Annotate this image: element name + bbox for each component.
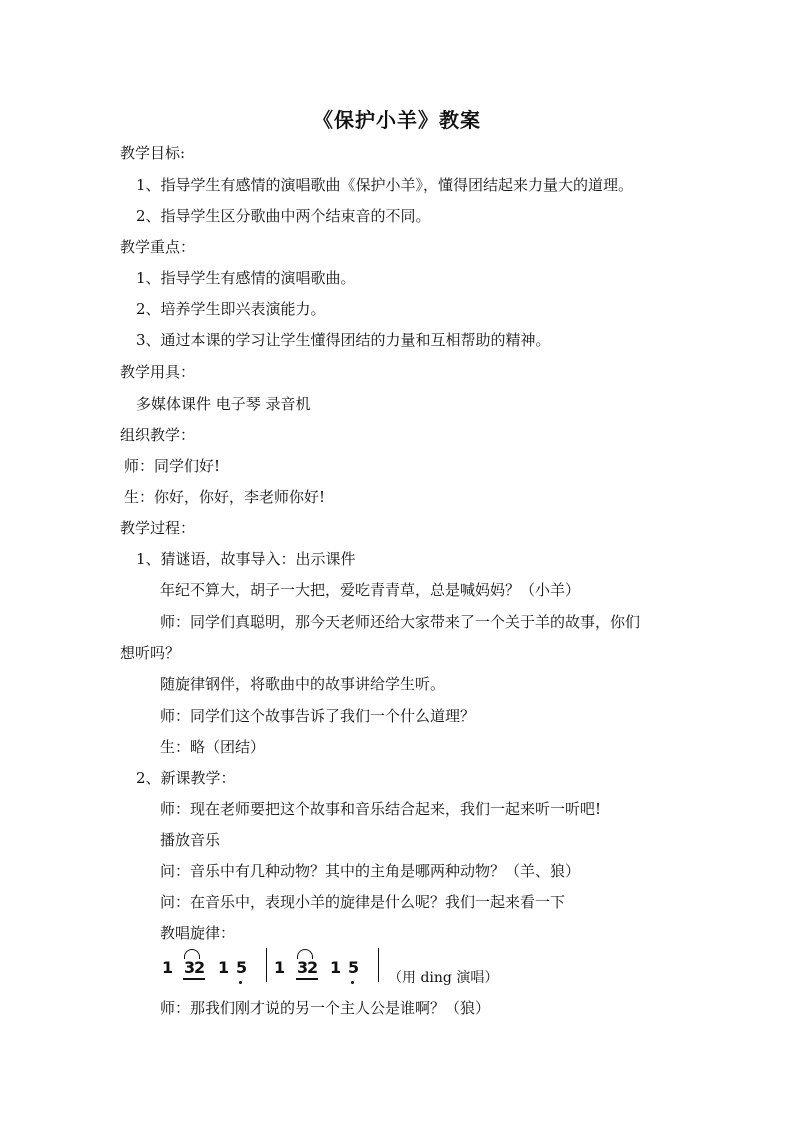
slur-mark bbox=[184, 949, 200, 959]
note: 1 bbox=[218, 958, 230, 977]
key-point-1: 1、指导学生有感情的演唱歌曲。 bbox=[136, 269, 356, 287]
slur-mark bbox=[297, 949, 313, 959]
section-heading-goals: 教学目标: bbox=[120, 144, 186, 162]
low-octave-dot bbox=[239, 981, 242, 984]
goal-item-2: 2、指导学生区分歌曲中两个结束音的不同。 bbox=[136, 207, 431, 225]
singing-instruction: （用 ding 演唱） bbox=[388, 970, 499, 986]
process-step-1: 1、猜谜语，故事导入：出示课件 bbox=[136, 550, 356, 568]
student-answer: 生：略（团结） bbox=[160, 738, 266, 756]
goal-item-1: 1、指导学生有感情的演唱歌曲《保护小羊》，懂得团结起来力量大的道理。 bbox=[136, 176, 634, 194]
low-octave-dot bbox=[351, 981, 354, 984]
bar-line bbox=[378, 948, 379, 982]
bar-line bbox=[266, 948, 267, 982]
teacher-wolf-question: 师：那我们刚才说的另一个主人公是谁啊？（狼） bbox=[160, 999, 491, 1017]
section-heading-process: 教学过程： bbox=[120, 519, 196, 537]
key-point-2: 2、培养学生即兴表演能力。 bbox=[136, 300, 326, 318]
teacher-story-line: 师：同学们真聪明，那今天老师还给大家带来了一个关于羊的故事，你们 bbox=[160, 613, 641, 631]
teacher-story-line-cont: 想听吗？ bbox=[120, 644, 181, 662]
note: 1 bbox=[330, 958, 342, 977]
note: 3 bbox=[297, 958, 309, 977]
document-title: 《保护小羊》教案 bbox=[313, 108, 481, 132]
teach-melody-label: 教唱旋律： bbox=[160, 924, 236, 942]
riddle-text: 年纪不算大，胡子一大把，爱吃青青草，总是喊妈妈？（小羊） bbox=[160, 581, 581, 599]
section-heading-organize: 组织教学： bbox=[120, 426, 196, 444]
beam-underline bbox=[296, 978, 318, 980]
question-melody: 问：在音乐中，表现小羊的旋律是什么呢？我们一起来看一下 bbox=[160, 893, 566, 911]
note: 5 bbox=[348, 958, 360, 977]
note: 1 bbox=[274, 958, 286, 977]
teacher-greeting: 师：同学们好! bbox=[124, 457, 221, 475]
student-greeting: 生：你好，你好，李老师你好! bbox=[124, 488, 326, 506]
note: 1 bbox=[162, 958, 174, 977]
section-heading-key-points: 教学重点： bbox=[120, 238, 196, 256]
beam-underline bbox=[183, 978, 205, 980]
note: 2 bbox=[194, 958, 206, 977]
tools-list: 多媒体课件 电子琴 录音机 bbox=[136, 395, 311, 413]
note: 2 bbox=[307, 958, 319, 977]
teacher-listen-line: 师：现在老师要把这个故事和音乐结合起来，我们一起来听一听吧! bbox=[160, 800, 602, 818]
note: 5 bbox=[236, 958, 248, 977]
section-heading-tools: 教学用具： bbox=[120, 363, 196, 381]
process-step-2: 2、新课教学： bbox=[136, 769, 236, 787]
story-telling: 随旋律钢伴，将歌曲中的故事讲给学生听。 bbox=[160, 675, 446, 693]
note: 3 bbox=[184, 958, 196, 977]
teacher-question: 师：同学们这个故事告诉了我们一个什么道理？ bbox=[160, 707, 476, 725]
key-point-3: 3、通过本课的学习让学生懂得团结的力量和互相帮助的精神。 bbox=[136, 331, 551, 349]
question-animals: 问：音乐中有几种动物？其中的主角是哪两种动物？（羊、狼） bbox=[160, 862, 581, 880]
play-music: 播放音乐 bbox=[160, 831, 221, 849]
